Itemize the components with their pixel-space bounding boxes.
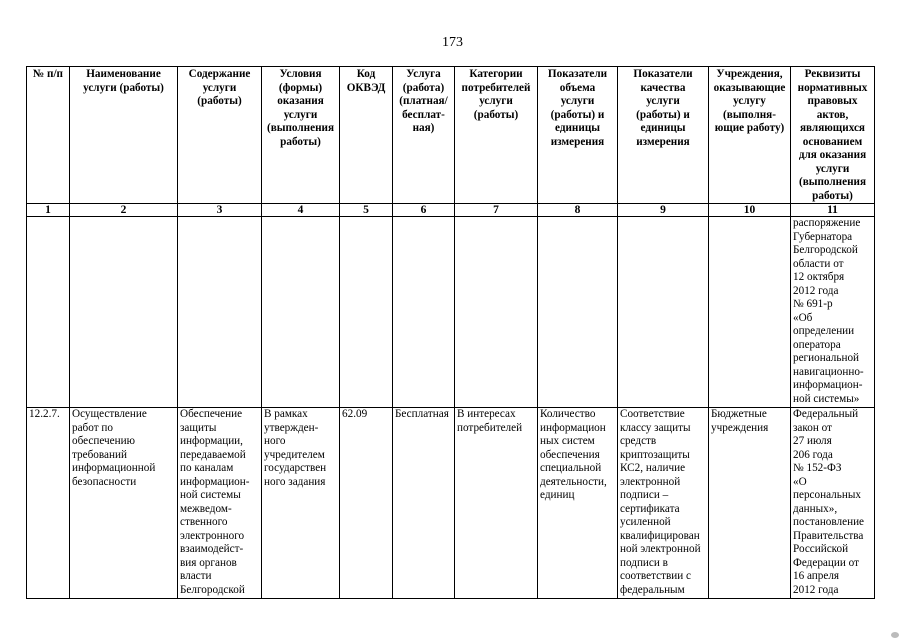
table-cell	[538, 217, 618, 408]
header-row	[27, 67, 875, 204]
header-cell: Показатели объема услуги (работы) и единицы измерения	[538, 67, 618, 204]
header-cell: Условия (формы) оказания услуги (выполнения работы)	[262, 67, 340, 204]
column-number: 8	[538, 204, 618, 217]
header-cell: Код ОКВЭД	[340, 67, 393, 204]
table-cell	[618, 217, 709, 408]
table-cell	[70, 217, 178, 408]
services-table	[26, 66, 875, 599]
header-cell: Категории потребителей услуги (работы)	[455, 67, 538, 204]
header-cell: Услуга (работа) (платная/ бесплат- ная)	[393, 67, 455, 204]
table-cell	[709, 217, 791, 408]
table-cell: 12.2.7.	[27, 408, 70, 599]
table-cell: В интересах потребителей	[455, 408, 538, 599]
column-number: 4	[262, 204, 340, 217]
table-cell: Количество информацион ных систем обеспечения специальной деятельности, единиц	[538, 408, 618, 599]
page-edge-mark	[891, 632, 899, 638]
column-number: 11	[791, 204, 875, 217]
table-cell: В рамках утвержден- ного учредителем государствен ного задания	[262, 408, 340, 599]
table-row	[27, 408, 875, 599]
column-number: 10	[709, 204, 791, 217]
column-number: 2	[70, 204, 178, 217]
table-cell	[178, 217, 262, 408]
table-cell	[340, 217, 393, 408]
header-cell: Показатели качества услуги (работы) и единицы измерения	[618, 67, 709, 204]
header-cell: Содержание услуги (работы)	[178, 67, 262, 204]
column-number: 3	[178, 204, 262, 217]
table-cell	[27, 217, 70, 408]
table-cell: Бесплатная	[393, 408, 455, 599]
table-cell: Бюджетные учреждения	[709, 408, 791, 599]
header-cell: Наименование услуги (работы)	[70, 67, 178, 204]
table-cell: распоряжение Губернатора Белгородской области от 12 октября 2012 года № 691-р «Об определении оператора региональной навигационно- информацион- ной системы»	[791, 217, 875, 408]
column-number: 6	[393, 204, 455, 217]
page-number: 173	[442, 35, 463, 50]
column-number-row	[27, 204, 875, 217]
column-number: 5	[340, 204, 393, 217]
header-cell: № п/п	[27, 67, 70, 204]
table-cell: Осуществление работ по обеспечению требований информационной безопасности	[70, 408, 178, 599]
column-number: 1	[27, 204, 70, 217]
table-cell	[455, 217, 538, 408]
table-cell: Соответствие классу защиты средств криптозащиты КС2, наличие электронной подписи – сертификата усиленной квалифицирован ной электронной подписи в соответствии с федеральным	[618, 408, 709, 599]
table-cell: 62.09	[340, 408, 393, 599]
column-number: 7	[455, 204, 538, 217]
table-cell: Обеспечение защиты информации, передаваемой по каналам информацион- ной системы межведом- ственного электронного взаимодейст- вия органов власти Белгородской	[178, 408, 262, 599]
header-cell: Учреждения, оказывающие услугу (выполня- ющие работу)	[709, 67, 791, 204]
table-cell	[393, 217, 455, 408]
table-cell: Федеральный закон от 27 июля 206 года № 152-ФЗ «О персональных данных», постановление Правительства Российской Федерации от 16 апреля 2012 года	[791, 408, 875, 599]
table-row	[27, 217, 875, 408]
table-cell	[262, 217, 340, 408]
header-cell: Реквизиты нормативных правовых актов, являющихся основанием для оказания услуги (выполнения работы)	[791, 67, 875, 204]
column-number: 9	[618, 204, 709, 217]
